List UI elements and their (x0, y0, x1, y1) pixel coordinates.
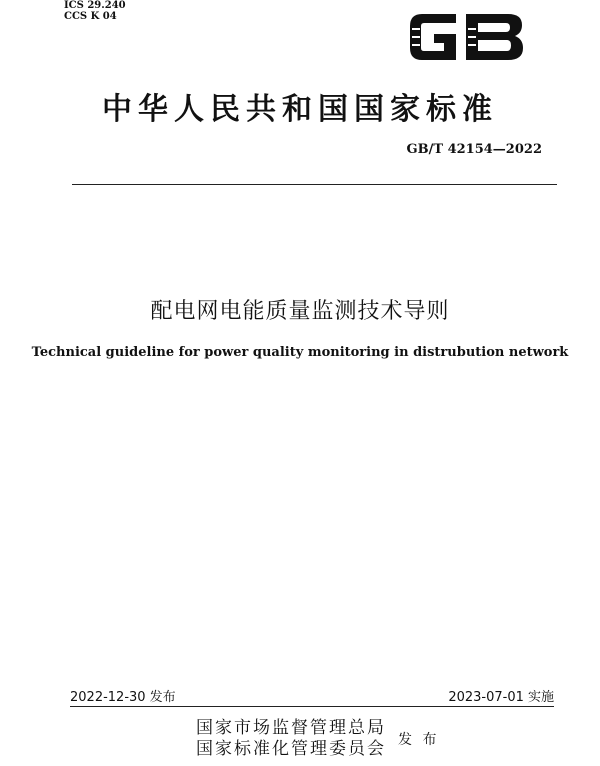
implement-date: 2023-07-01 实施 (448, 690, 554, 705)
ics-code: ICS 29.240 (64, 0, 126, 11)
publish-label: 发 布 (398, 732, 440, 748)
classification-codes (64, 0, 126, 22)
document-title-en: Technical guideline for power quality monitoring in distrubution network (31, 345, 569, 360)
issue-date: 2022-12-30 发布 (70, 690, 176, 705)
ccs-code: CCS K 04 (64, 11, 117, 22)
national-standard-title: 中华人民共和国国家标准 (102, 92, 498, 127)
document-title-zh: 配电网电能质量监测技术导则 (150, 299, 450, 324)
issuer-samr: 国家市场监督管理总局 (196, 718, 386, 738)
footer-divider (70, 706, 554, 707)
issuer-sac: 国家标准化管理委员会 (196, 739, 386, 759)
standard-number: GB/T 42154—2022 (406, 142, 542, 157)
gb-logo (404, 8, 528, 66)
header-divider (72, 184, 557, 185)
issuing-authorities (196, 718, 386, 760)
